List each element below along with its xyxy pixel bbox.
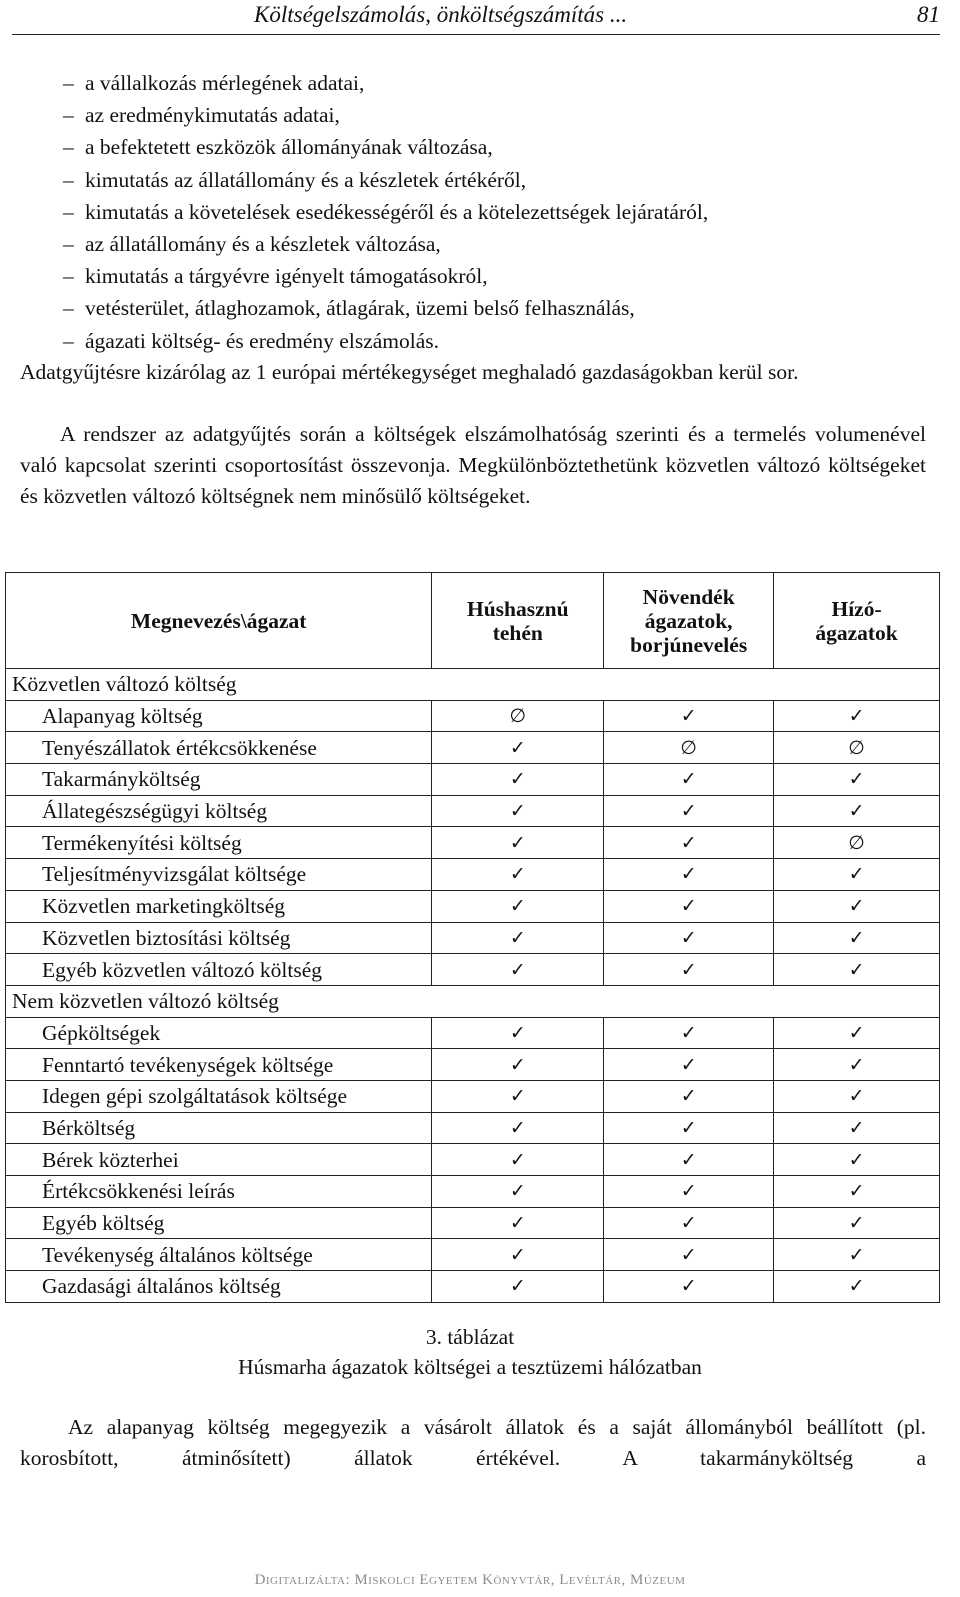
header-young-stock: Növendék ágazatok, borjúnevelés xyxy=(604,573,774,669)
check-mark: ✓ xyxy=(604,1207,774,1239)
check-mark: ✓ xyxy=(432,1144,604,1176)
table-group-row xyxy=(6,669,940,701)
list-dash: – xyxy=(63,328,74,353)
check-mark: ✓ xyxy=(604,700,774,732)
check-mark: ✓ xyxy=(774,954,940,986)
table-row xyxy=(6,890,940,922)
check-mark: ✓ xyxy=(432,859,604,891)
check-mark: ✓ xyxy=(774,890,940,922)
cost-item-label: Bérek közterhei xyxy=(6,1144,432,1176)
group-label: Közvetlen változó költség xyxy=(6,669,940,701)
check-mark: ✓ xyxy=(774,795,940,827)
table-row xyxy=(6,1080,940,1112)
check-mark: ✓ xyxy=(604,1239,774,1271)
check-mark: ✓ xyxy=(604,1144,774,1176)
cost-table xyxy=(5,572,940,1303)
empty-set-mark: ∅ xyxy=(774,732,940,764)
table-row xyxy=(6,1112,940,1144)
check-mark: ✓ xyxy=(774,922,940,954)
cost-item-label: Fenntartó tevékenységek költsége xyxy=(6,1049,432,1081)
list-dash: – xyxy=(63,135,74,160)
check-mark: ✓ xyxy=(774,1017,940,1049)
check-mark: ✓ xyxy=(774,1112,940,1144)
list-item-text: ágazati költség- és eredmény elszámolás. xyxy=(85,328,440,353)
header-beef-cow: Húshasznú tehén xyxy=(432,573,604,669)
header-fattening: Hízó-ágazatok xyxy=(774,573,940,669)
table-row xyxy=(6,827,940,859)
list-item-text: vetésterület, átlaghozamok, átlagárak, üzemi belső felhasználás, xyxy=(85,296,635,321)
list-item-text: kimutatás a követelések esedékességéről és a kötelezettségek lejáratáról, xyxy=(85,199,709,224)
table-row xyxy=(6,700,940,732)
check-mark: ✓ xyxy=(604,1017,774,1049)
cost-item-label: Takarmányköltség xyxy=(6,764,432,796)
table-row xyxy=(6,1271,940,1303)
check-mark: ✓ xyxy=(604,1176,774,1208)
list-item-text: az állatállomány és a készletek változása, xyxy=(85,232,441,257)
list-item-text: a vállalkozás mérlegének adatai, xyxy=(85,71,365,95)
paragraph-threshold: Adatgyűjtésre kizárólag az 1 európai mértékegységet meghaladó gazdaságokban kerül sor. xyxy=(20,360,799,384)
cost-item-label: Tenyészállatok értékcsökkenése xyxy=(6,732,432,764)
running-header xyxy=(0,0,940,34)
group-label: Nem közvetlen változó költség xyxy=(6,985,940,1017)
check-mark: ✓ xyxy=(604,859,774,891)
check-mark: ✓ xyxy=(774,1239,940,1271)
list-dash: – xyxy=(63,296,74,321)
check-mark: ✓ xyxy=(432,1176,604,1208)
list-dash: – xyxy=(63,103,74,128)
check-mark: ✓ xyxy=(604,954,774,986)
check-mark: ✓ xyxy=(774,700,940,732)
table-number: 3. táblázat xyxy=(425,1325,515,1349)
cost-item-label: Idegen gépi szolgáltatások költsége xyxy=(6,1080,432,1112)
list-item xyxy=(63,131,708,163)
list-item xyxy=(63,325,708,357)
cost-item-label: Közvetlen marketingköltség xyxy=(6,890,432,922)
check-mark: ✓ xyxy=(604,890,774,922)
list-item xyxy=(63,164,708,196)
check-mark: ✓ xyxy=(432,1080,604,1112)
table-row xyxy=(6,1017,940,1049)
table-row xyxy=(6,795,940,827)
cost-item-label: Gazdasági általános költség xyxy=(6,1271,432,1303)
check-mark: ✓ xyxy=(774,1144,940,1176)
cost-item-label: Teljesítményvizsgálat költsége xyxy=(6,859,432,891)
cost-item-label: Egyéb közvetlen változó költség xyxy=(6,954,432,986)
data-source-list xyxy=(63,67,708,357)
cost-item-label: Értékcsökkenési leírás xyxy=(6,1176,432,1208)
list-item xyxy=(63,260,708,292)
table-row xyxy=(6,954,940,986)
check-mark: ✓ xyxy=(774,1049,940,1081)
list-item-text: kimutatás a tárgyévre igényelt támogatásokról, xyxy=(85,264,488,289)
list-item-text: a befektetett eszközök állományának változása, xyxy=(85,135,493,160)
check-mark: ✓ xyxy=(432,922,604,954)
check-mark: ✓ xyxy=(774,1176,940,1208)
check-mark: ✓ xyxy=(604,1112,774,1144)
check-mark: ✓ xyxy=(604,1271,774,1303)
check-mark: ✓ xyxy=(774,859,940,891)
list-item xyxy=(63,228,708,260)
table-row xyxy=(6,1207,940,1239)
list-item xyxy=(63,196,708,228)
paragraph-grouping: A rendszer az adatgyűjtés során a költségek elszámolhatóság szerinti és a termelés volumenével való kapcsolat szerinti csoportosítást összevonja. Megkülönböztethetünk közvetlen változó költségeket és közvetlen változó költségnek nem minősülő költségeket. xyxy=(20,422,926,508)
check-mark: ✓ xyxy=(432,890,604,922)
table-row xyxy=(6,732,940,764)
table-row xyxy=(6,922,940,954)
check-mark: ✓ xyxy=(604,922,774,954)
header-category: Megnevezés\ágazat xyxy=(6,573,432,669)
table-header-row xyxy=(6,573,940,669)
cost-item-label: Állategészségügyi költség xyxy=(6,795,432,827)
check-mark: ✓ xyxy=(432,1207,604,1239)
cost-item-label: Bérköltség xyxy=(6,1112,432,1144)
check-mark: ✓ xyxy=(604,795,774,827)
check-mark: ✓ xyxy=(604,1080,774,1112)
running-title: Költségelszámolás, önköltségszámítás ... xyxy=(254,2,628,27)
empty-set-mark: ∅ xyxy=(774,827,940,859)
paragraph-raw-material: Az alapanyag költség megegyezik a vásárolt állatok és a saját állományból beállított (pl. korosbított, átminősített) állatok értékével. A takarmányköltség a xyxy=(20,1415,926,1470)
check-mark: ✓ xyxy=(432,1271,604,1303)
table-caption: Húsmarha ágazatok költségei a tesztüzemi hálózatban xyxy=(238,1355,702,1379)
list-dash: – xyxy=(63,264,74,289)
cost-item-label: Közvetlen biztosítási költség xyxy=(6,922,432,954)
check-mark: ✓ xyxy=(774,1080,940,1112)
check-mark: ✓ xyxy=(774,1271,940,1303)
check-mark: ✓ xyxy=(604,764,774,796)
cost-item-label: Egyéb költség xyxy=(6,1207,432,1239)
check-mark: ✓ xyxy=(432,795,604,827)
empty-set-mark: ∅ xyxy=(432,700,604,732)
list-item xyxy=(63,292,708,324)
empty-set-mark: ∅ xyxy=(604,732,774,764)
list-dash: – xyxy=(63,71,74,95)
check-mark: ✓ xyxy=(432,1112,604,1144)
check-mark: ✓ xyxy=(432,1017,604,1049)
digitization-footer: Digitalizálta: Miskolci Egyetem Könyvtár, Levéltár, Múzeum xyxy=(254,1572,686,1588)
list-item-text: kimutatás az állatállomány és a készletek értékéről, xyxy=(85,167,527,192)
page-number: 81 xyxy=(917,2,940,27)
check-mark: ✓ xyxy=(774,764,940,796)
table-row xyxy=(6,1144,940,1176)
check-mark: ✓ xyxy=(432,1049,604,1081)
check-mark: ✓ xyxy=(432,954,604,986)
table-row xyxy=(6,764,940,796)
table-row xyxy=(6,1049,940,1081)
check-mark: ✓ xyxy=(432,732,604,764)
cost-item-label: Gépköltségek xyxy=(6,1017,432,1049)
list-item-text: az eredménykimutatás adatai, xyxy=(85,103,340,128)
list-item xyxy=(63,99,708,131)
table-row xyxy=(6,1239,940,1271)
check-mark: ✓ xyxy=(774,1207,940,1239)
check-mark: ✓ xyxy=(604,827,774,859)
check-mark: ✓ xyxy=(432,827,604,859)
list-dash: – xyxy=(63,199,74,224)
list-item xyxy=(63,67,708,99)
table-row xyxy=(6,1176,940,1208)
header-rule xyxy=(12,34,940,35)
cost-item-label: Tevékenység általános költsége xyxy=(6,1239,432,1271)
cost-item-label: Termékenyítési költség xyxy=(6,827,432,859)
table-row xyxy=(6,859,940,891)
check-mark: ✓ xyxy=(432,764,604,796)
table-group-row xyxy=(6,985,940,1017)
check-mark: ✓ xyxy=(432,1239,604,1271)
cost-item-label: Alapanyag költség xyxy=(6,700,432,732)
list-dash: – xyxy=(63,167,74,192)
check-mark: ✓ xyxy=(604,1049,774,1081)
list-dash: – xyxy=(63,232,74,257)
